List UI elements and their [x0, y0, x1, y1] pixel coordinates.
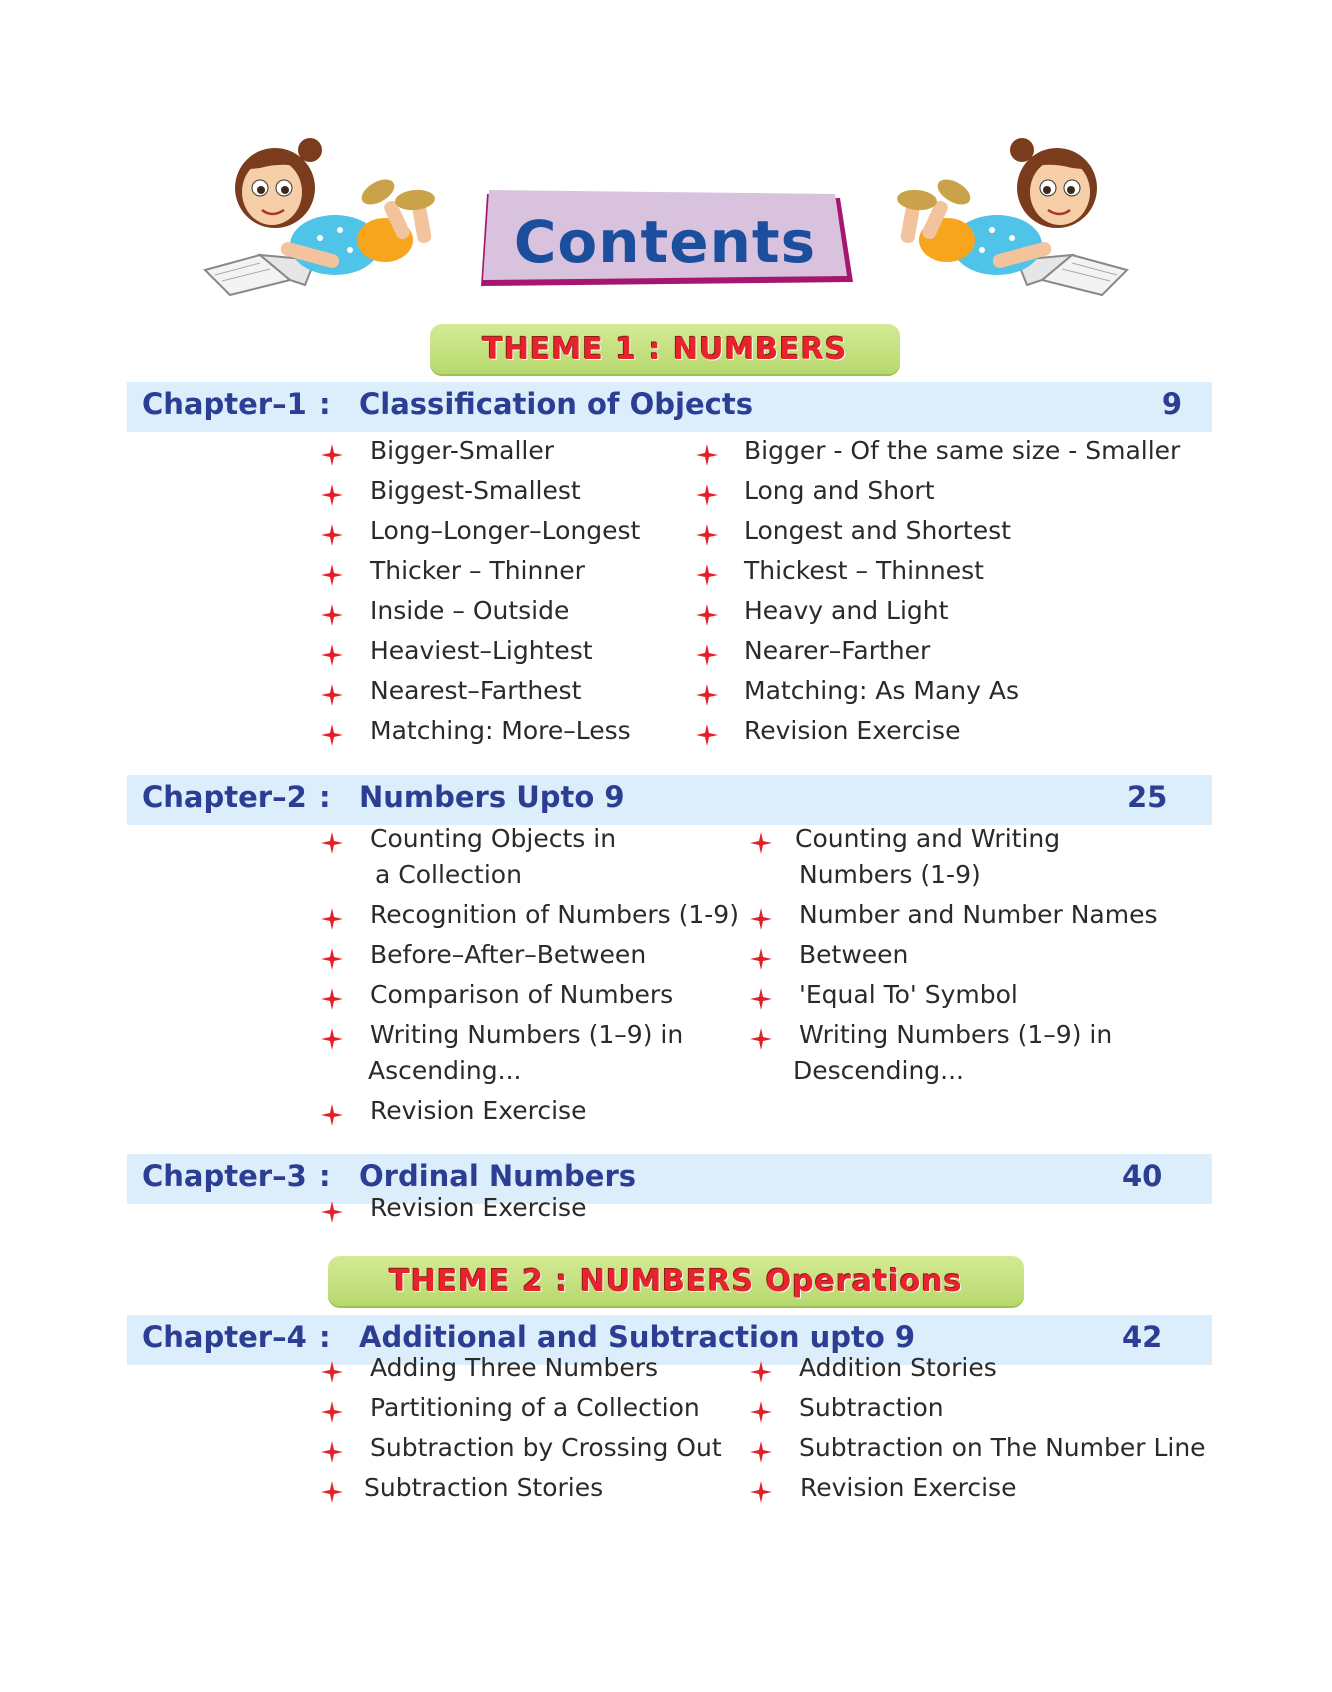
star-bullet-icon	[321, 988, 343, 1010]
star-bullet-icon	[321, 1028, 343, 1050]
chapter-title: Numbers Upto 9	[359, 780, 625, 814]
chapter-title: Additional and Subtraction upto 9	[359, 1320, 916, 1354]
topic-item: Ascending...	[368, 1056, 522, 1085]
topic-item: Writing Numbers (1–9) in	[370, 1020, 684, 1049]
star-bullet-icon	[321, 564, 343, 586]
topic-item: Heavy and Light	[744, 596, 949, 625]
chapter-colon: :	[319, 1320, 331, 1354]
chapter-title: Classification of Objects	[359, 387, 753, 421]
star-bullet-icon	[696, 684, 718, 706]
topic-item: Counting and Writing	[795, 824, 1061, 853]
star-bullet-icon	[750, 1028, 772, 1050]
topic-item: Nearest–Farthest	[370, 676, 582, 705]
theme-2-pill	[328, 1256, 1024, 1306]
topic-item: Subtraction Stories	[364, 1473, 604, 1502]
topic-item: Addition Stories	[799, 1353, 997, 1382]
chapter-page-number: 25	[1127, 780, 1168, 814]
topic-item: Longest and Shortest	[744, 516, 1011, 545]
topic-item: Inside – Outside	[370, 596, 570, 625]
star-bullet-icon	[696, 564, 718, 586]
star-bullet-icon	[321, 524, 343, 546]
contents-title-banner	[475, 190, 855, 290]
star-bullet-icon	[750, 948, 772, 970]
topic-item: Subtraction by Crossing Out	[370, 1433, 722, 1462]
topic-item: Heaviest–Lightest	[370, 636, 593, 665]
topic-item: Long and Short	[744, 476, 935, 505]
star-bullet-icon	[321, 1201, 343, 1223]
topic-item: a Collection	[375, 860, 522, 889]
topic-item: Adding Three Numbers	[370, 1353, 659, 1382]
star-bullet-icon	[321, 948, 343, 970]
star-bullet-icon	[321, 644, 343, 666]
chapter-number: Chapter–2	[142, 780, 307, 814]
topic-item: Bigger-Smaller	[370, 436, 555, 465]
chapter-2-bar	[127, 775, 1212, 825]
topic-item: Recognition of Numbers (1-9)	[370, 900, 739, 929]
topic-item: Partitioning of a Collection	[370, 1393, 700, 1422]
topic-item: Revision Exercise	[370, 1096, 587, 1125]
star-bullet-icon	[750, 908, 772, 930]
chapter-page-number: 9	[1161, 387, 1182, 421]
star-bullet-icon	[750, 988, 772, 1010]
topic-item: Bigger - Of the same size - Smaller	[744, 436, 1181, 465]
chapter-colon: :	[319, 780, 331, 814]
chapter-page-number: 40	[1122, 1159, 1163, 1193]
girl-reading-illustration-right	[862, 130, 1132, 300]
chapter-colon: :	[319, 1159, 331, 1193]
star-bullet-icon	[321, 684, 343, 706]
chapter-3-bar	[127, 1154, 1212, 1204]
star-bullet-icon	[321, 1401, 343, 1423]
page-title: Contents	[513, 208, 817, 276]
topic-item: 'Equal To' Symbol	[799, 980, 1018, 1009]
topic-item: Comparison of Numbers	[370, 980, 674, 1009]
star-bullet-icon	[321, 1104, 343, 1126]
topic-item: Revision Exercise	[370, 1193, 587, 1222]
topic-item: Before–After–Between	[370, 940, 647, 969]
topic-item: Revision Exercise	[744, 716, 961, 745]
topic-item: Writing Numbers (1–9) in	[799, 1020, 1113, 1049]
star-bullet-icon	[321, 604, 343, 626]
topic-item: Between	[799, 940, 909, 969]
star-bullet-icon	[321, 1361, 343, 1383]
chapter-4-bar	[127, 1315, 1212, 1365]
chapter-title: Ordinal Numbers	[359, 1159, 637, 1193]
star-bullet-icon	[321, 1441, 343, 1463]
topic-item: Thicker – Thinner	[370, 556, 585, 585]
theme-1-label: THEME 1 : NUMBERS	[482, 331, 848, 367]
star-bullet-icon	[696, 644, 718, 666]
star-bullet-icon	[750, 832, 772, 854]
star-bullet-icon	[750, 1361, 772, 1383]
topic-item: Biggest-Smallest	[370, 476, 581, 505]
topic-item: Subtraction on The Number Line	[799, 1433, 1206, 1462]
chapter-colon: :	[319, 387, 331, 421]
topic-item: Thickest – Thinnest	[744, 556, 984, 585]
star-bullet-icon	[750, 1401, 772, 1423]
topic-item: Number and Number Names	[799, 900, 1158, 929]
star-bullet-icon	[696, 524, 718, 546]
star-bullet-icon	[696, 724, 718, 746]
star-bullet-icon	[321, 484, 343, 506]
star-bullet-icon	[696, 604, 718, 626]
topic-item: Matching: As Many As	[744, 676, 1019, 705]
star-bullet-icon	[321, 832, 343, 854]
chapter-1-bar	[127, 382, 1212, 432]
star-bullet-icon	[321, 1481, 343, 1503]
girl-reading-illustration-left	[200, 130, 470, 300]
chapter-number: Chapter–1	[142, 387, 307, 421]
topic-item: Descending...	[793, 1056, 964, 1085]
star-bullet-icon	[321, 724, 343, 746]
theme-1-pill	[430, 324, 900, 374]
star-bullet-icon	[696, 484, 718, 506]
topic-item: Counting Objects in	[370, 824, 617, 853]
star-bullet-icon	[750, 1481, 772, 1503]
star-bullet-icon	[321, 444, 343, 466]
topic-item: Numbers (1-9)	[799, 860, 981, 889]
topic-item: Matching: More–Less	[370, 716, 631, 745]
topic-item: Revision Exercise	[800, 1473, 1017, 1502]
star-bullet-icon	[321, 908, 343, 930]
chapter-number: Chapter–4	[142, 1320, 307, 1354]
theme-2-label: THEME 2 : NUMBERS Operations	[389, 1263, 963, 1299]
chapter-number: Chapter–3	[142, 1159, 307, 1193]
topic-item: Nearer–Farther	[744, 636, 931, 665]
star-bullet-icon	[750, 1441, 772, 1463]
chapter-page-number: 42	[1122, 1320, 1163, 1354]
topic-item: Subtraction	[799, 1393, 944, 1422]
star-bullet-icon	[696, 444, 718, 466]
topic-item: Long–Longer–Longest	[370, 516, 641, 545]
